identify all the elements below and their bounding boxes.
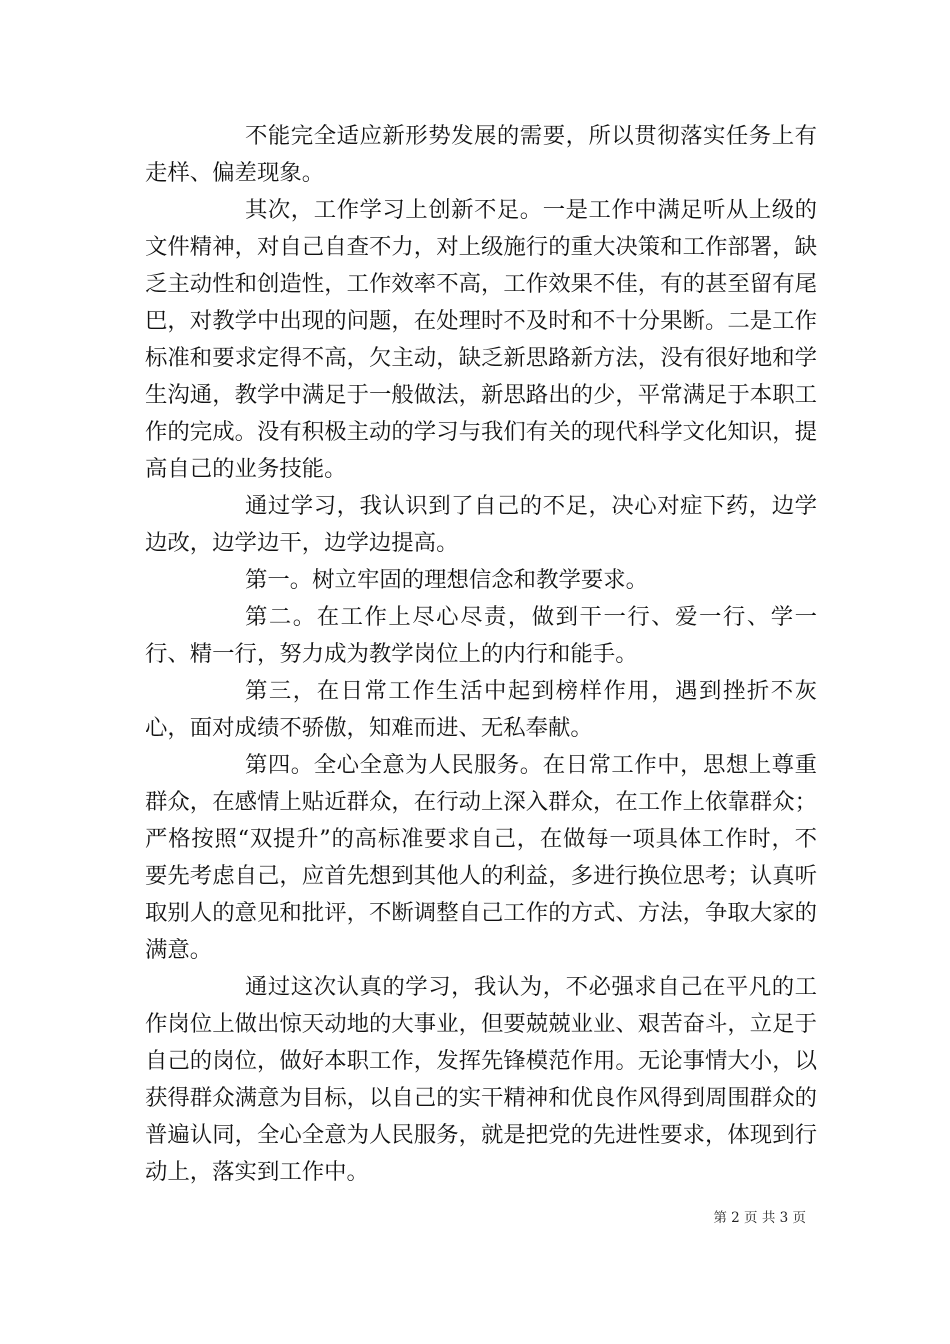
- paragraph-6: 第三，在日常工作生活中起到榜样作用，遇到挫折不灰心，面对成绩不骄傲，知难而进、无私奉献。: [145, 678, 817, 741]
- paragraph-7: 第四。全心全意为人民服务。在日常工作中，思想上尊重群众，在感情上贴近群众，在行动上深入群众，在工作上依靠群众；严格按照“双提升”的高标准要求自己，在做每一项具体工作时，不要先考虑自己，应首先想到其他人的利益，多进行换位思考；认真听取别人的意见和批评，不断调整自己工作的方式、方法，争取大家的满意。: [145, 752, 817, 963]
- page-number-footer: 第 2 页 共 3 页: [713, 1210, 806, 1226]
- paragraph-5: 第二。在工作上尽心尽责，做到干一行、爱一行、学一行、精一行，努力成为教学岗位上的内行和能手。: [145, 604, 817, 667]
- paragraph-1: 不能完全适应新形势发展的需要，所以贯彻落实任务上有走样、偏差现象。: [145, 123, 817, 186]
- paragraph-2: 其次，工作学习上创新不足。一是工作中满足听从上级的文件精神，对自己自查不力，对上级施行的重大决策和工作部署，缺乏主动性和创造性，工作效率不高，工作效果不佳，有的甚至留有尾巴，对教学中出现的问题，在处理时不及时和不十分果断。二是工作标准和要求定得不高，欠主动，缺乏新思路新方法，没有很好地和学生沟通，教学中满足于一般做法，新思路出的少，平常满足于本职工作的完成。没有积极主动的学习与我们有关的现代科学文化知识，提高自己的业务技能。: [145, 197, 817, 482]
- paragraph-3: 通过学习，我认识到了自己的不足，决心对症下药，边学边改，边学边干，边学边提高。: [145, 493, 817, 556]
- paragraph-4: 第一。树立牢固的理想信念和教学要求。: [245, 567, 649, 593]
- paragraph-8: 通过这次认真的学习，我认为，不必强求自己在平凡的工作岗位上做出惊天动地的大事业，但要兢兢业业、艰苦奋斗，立足于自己的岗位，做好本职工作，发挥先锋模范作用。无论事情大小，以获得群众满意为目标，以自己的实干精神和优良作风得到周围群众的普遍认同，全心全意为人民服务，就是把党的先进性要求，体现到行动上，落实到工作中。: [145, 974, 817, 1185]
- document-body: [145, 118, 817, 1191]
